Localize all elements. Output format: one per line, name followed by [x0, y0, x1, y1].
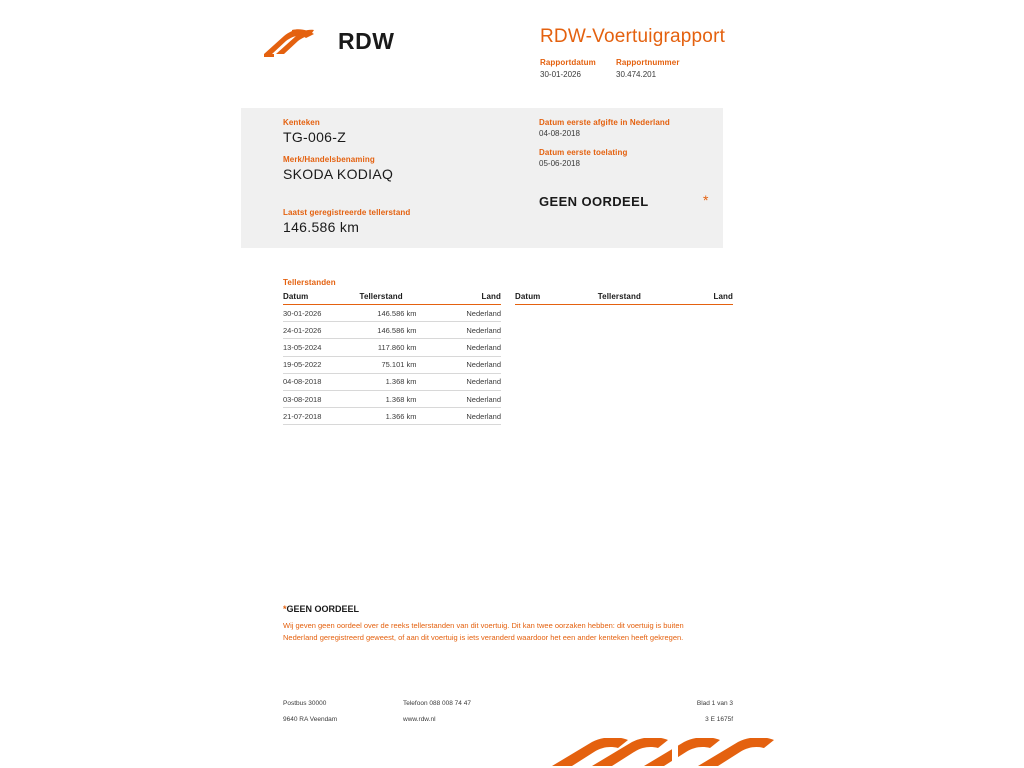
table-row: [283, 408, 501, 425]
footnote-title: [283, 604, 703, 614]
summary-right-column: [539, 118, 719, 178]
footer-website[interactable]: www.rdw.nl: [403, 716, 436, 723]
footnote-section: [283, 604, 703, 645]
footer-address-line2: 9640 RA Veendam: [283, 716, 338, 723]
cell-date: 13-05-2024: [283, 339, 346, 356]
readings-table-body: [283, 305, 501, 425]
rdw-bottom-graphic-icon: [548, 738, 788, 768]
cell-country: Nederland: [451, 408, 502, 425]
footer-row-1: [283, 700, 733, 707]
first-registration-nl-label: Datum eerste afgifte in Nederland: [539, 118, 670, 127]
footnote-marker: *: [283, 604, 287, 614]
column-header-country: Land: [679, 292, 733, 305]
cell-country: Nederland: [451, 373, 502, 390]
table-row: [283, 339, 501, 356]
footer-page-number: Blad 1 van 3: [696, 700, 733, 707]
make-model-field: [283, 155, 523, 182]
last-odometer-value: 146.586 km: [283, 219, 360, 235]
first-registration-nl-value: 04-08-2018: [539, 129, 580, 138]
footer-phone: Telefoon 088 008 74 47: [403, 700, 471, 707]
report-date-block: [540, 58, 606, 79]
document-footer: [283, 700, 733, 732]
table-header-row: [283, 292, 501, 305]
first-admission-label: Datum eerste toelating: [539, 148, 628, 157]
license-plate-value: TG-006-Z: [283, 129, 347, 145]
cell-date: 24-01-2026: [283, 322, 346, 339]
column-header-reading: Tellerstand: [346, 292, 451, 305]
last-odometer-label: Laatst geregistreerde tellerstand: [283, 208, 411, 217]
make-model-label: Merk/Handelsbenaming: [283, 155, 375, 164]
cell-reading: 117.860 km: [346, 339, 451, 356]
first-registration-nl-field: [539, 118, 719, 138]
footnote-body: Wij geven geen oordeel over de reeks tellerstanden van dit voertuig. Dit kan twee oorzaken hebben: dit voertuig is buiten Nederland geregistreerd geweest, of aan dit voertuig is iets veranderd waardoor het een ander kenteken heeft gekregen.: [283, 621, 684, 643]
last-odometer-field: [283, 208, 523, 235]
readings-section-title: Tellerstanden: [283, 278, 336, 287]
column-header-date: Datum: [283, 292, 346, 305]
readings-table-body-empty: [515, 305, 733, 425]
odometer-readings-section: [283, 278, 743, 425]
first-admission-value: 05-06-2018: [539, 159, 580, 168]
report-meta: [540, 58, 690, 79]
table-row: [283, 373, 501, 390]
cell-country: Nederland: [451, 339, 502, 356]
cell-reading: 75.101 km: [346, 356, 451, 373]
cell-country: Nederland: [451, 356, 502, 373]
license-plate-field: [283, 118, 523, 145]
report-number-block: [616, 58, 680, 79]
cell-date: 30-01-2026: [283, 305, 346, 322]
license-plate-label: Kenteken: [283, 118, 320, 127]
cell-date: 21-07-2018: [283, 408, 346, 425]
column-header-reading: Tellerstand: [584, 292, 679, 305]
cell-date: 04-08-2018: [283, 373, 346, 390]
cell-country: Nederland: [451, 322, 502, 339]
cell-reading: 1.368 km: [346, 390, 451, 407]
cell-reading: 1.366 km: [346, 408, 451, 425]
cell-reading: 146.586 km: [346, 322, 451, 339]
table-row: [283, 322, 501, 339]
first-admission-field: [539, 148, 719, 168]
footnote-title-text: GEEN OORDEEL: [286, 604, 360, 614]
table-row: [283, 356, 501, 373]
table-row: [283, 305, 501, 322]
document-header: [0, 0, 1024, 96]
make-model-value: SKODA KODIAQ: [283, 166, 394, 182]
vehicle-summary-panel: [241, 108, 723, 248]
report-date-label: Rapportdatum: [540, 58, 596, 67]
verdict-text: GEEN OORDEEL: [539, 194, 649, 209]
footer-address-line1: Postbus 30000: [283, 700, 327, 707]
verdict-footnote-marker: *: [703, 192, 709, 208]
rdw-logo-text: RDW: [338, 27, 395, 54]
cell-reading: 1.368 km: [346, 373, 451, 390]
column-header-date: Datum: [515, 292, 584, 305]
report-title: RDW-Voertuigrapport: [540, 26, 726, 47]
rdw-logo: [262, 24, 394, 58]
cell-date: 19-05-2022: [283, 356, 346, 373]
readings-table-right: [515, 292, 733, 425]
footer-row-2: [283, 716, 733, 723]
cell-country: Nederland: [451, 390, 502, 407]
summary-left-column: [283, 118, 523, 192]
report-date-value: 30-01-2026: [540, 70, 581, 79]
table-row: [283, 390, 501, 407]
readings-table-columns: [283, 292, 743, 425]
rdw-arrow-logo-icon: [262, 24, 330, 58]
cell-date: 03-08-2018: [283, 390, 346, 407]
footer-form-code: 3 E 1675f: [705, 716, 733, 723]
readings-table-left: [283, 292, 501, 425]
cell-country: Nederland: [451, 305, 502, 322]
cell-reading: 146.586 km: [346, 305, 451, 322]
column-header-country: Land: [451, 292, 502, 305]
report-number-label: Rapportnummer: [616, 58, 680, 67]
report-number-value: 30.474.201: [616, 70, 657, 79]
table-header-row: [515, 292, 733, 305]
